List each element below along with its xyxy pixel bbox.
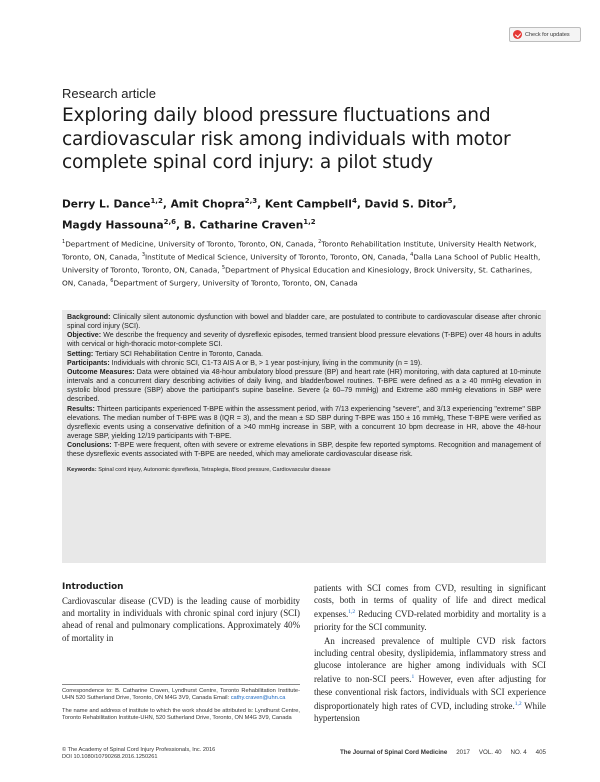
author-name: David S. Ditor bbox=[364, 198, 448, 211]
abstract-background: Background: Clinically silent autonomic dysfunction with bowel and bladder care, are postulated to contribute to cardiovascular disease after chronic spinal cord injury (SCI). bbox=[67, 314, 541, 331]
left-column bbox=[62, 582, 300, 644]
check-updates-label: Check for updates bbox=[525, 31, 570, 38]
abstract-results: Results: Thirteen participants experienced T-BPE within the assessment period, with 7/13 experiencing "severe", and 3/13 experiencing "extreme" SBP elevations. The median number of T-BPE was 8 (IQR = 3), and the mean ± SD SBP during T-BPE was 150 ± 16 mmHg, These T-BPE were verified as dysreflexic events using a conservative definition of a >40 mmHg increase in SBP, with a concurrent 10 bpm decrease in HR, above the 48-hour average SBP, yielding 12/19 participants with T-BPE. bbox=[67, 405, 541, 441]
affiliation: Toronto Rehabilitation Institute, University Health Network, Toronto, ON, Canada, bbox=[62, 239, 537, 262]
check-updates-icon bbox=[513, 30, 522, 39]
check-for-updates-button[interactable] bbox=[509, 27, 581, 42]
issue: NO. 4 bbox=[510, 749, 527, 756]
year: 2017 bbox=[456, 749, 470, 756]
abstract-setting: Setting: Tertiary SCI Rehabilitation Centre in Toronto, Canada. bbox=[67, 350, 263, 358]
abstract-outcome-measures: Outcome Measures: Data were obtained via 48-hour ambulatory blood pressure (BP) and heart rate (HR) monitoring, with data captured at 10-minute intervals and a concurrent diary describing activities of daily living, and bladder/bowel routines. T-BPE were defined as a ≥ 40 mmHg elevation in systolic blood pressure (SBP) above the participant's supine baseline. Severe (≥ 60–79 mmHg) and Extreme ≥80 mmHg elevations in SBP were described. bbox=[67, 368, 542, 404]
reference-link[interactable]: 1,2 bbox=[514, 700, 522, 707]
reference-link[interactable]: 1,2 bbox=[348, 609, 356, 616]
author-name: B. Catharine Craven bbox=[183, 219, 304, 232]
affiliations: $^1$Department of Medicine, University of Toronto, Toronto, ON, Canada, $^2$Toronto Rehabilitation Institute, University Health Network, Toronto, ON, Canada, $^3$Institute of Medical Science, University of Toronto, Toronto, ON, Canada, $^4$Dalla Lana School of Public Health, University of Toronto, Toronto, ON, Canada, $^5$Department of Physical Education and Kinesiology, Brock University, St. Catharines, ON, Canada, $^6$Department of Surgery, University of Toronto, Toronto, ON, Canada bbox=[62, 239, 541, 288]
author-affiliation-ref: 5 bbox=[447, 197, 453, 205]
affiliation: Dalla Lana School of Public Health, University of Toronto, Toronto, ON, Canada, bbox=[62, 252, 541, 275]
affiliation: Department of Physical Education and Kinesiology, Brock University, St. Catharines, ON, Canada, bbox=[62, 265, 533, 288]
author-name: Magdy Hassouna bbox=[62, 219, 164, 232]
divider bbox=[62, 684, 300, 685]
keywords: Keywords: Spinal cord injury, Autonomic dysreflexia, Tetraplegia, Blood pressure, Cardiovascular disease bbox=[67, 466, 331, 473]
author-affiliation-ref: 2,6 bbox=[163, 217, 176, 226]
body-paragraph: An increased prevalence of multiple CVD risk factors including central obesity, dyslipidemia, inflammatory stress and glucose intolerance are higher among individuals with SCI relative to non-SCI peers.$^1$ However, even after adjusting for these conventional risk factors, individuals with SCI experience disproportionately high rates of CVD, including stroke.$^{1,2}$ While hypertension bbox=[314, 635, 546, 723]
body-paragraph: Cardiovascular disease (CVD) is the leading cause of morbidity and mortality in individuals with chronic spinal cord injury (SCI) ahead of renal and pulmonary complications. Approximately 40% of mortality in bbox=[62, 596, 300, 643]
author-name: Amit Chopra bbox=[170, 198, 245, 211]
author-name: Kent Campbell bbox=[264, 198, 352, 211]
affiliation: Department of Medicine, University of Toronto, Toronto, ON, Canada, bbox=[65, 239, 316, 249]
copyright: © The Academy of Spinal Cord Injury Professionals, Inc. 2016 bbox=[62, 747, 216, 753]
author-affiliation-ref: 1,2 bbox=[150, 197, 163, 205]
doi: DOI 10.1080/10790268.2016.1250261 bbox=[62, 754, 158, 761]
journal-name: The Journal of Spinal Cord Medicine bbox=[340, 749, 448, 756]
article-title: Exploring daily blood pressure fluctuations and cardiovascular risk among individuals with motor complete spinal cord injury: a pilot study bbox=[62, 105, 511, 173]
abstract bbox=[62, 310, 546, 563]
section-heading: Introduction bbox=[62, 582, 124, 592]
reference-link[interactable]: 1 bbox=[411, 674, 415, 681]
right-column bbox=[314, 582, 546, 726]
abstract-objective: Objective: We describe the frequency and severity of dysreflexic episodes, termed transient blood pressure elevations (T-BPE) over 48 hours in adults with cervical or high-thoracic motor-complete SCI. bbox=[67, 332, 541, 349]
author-list: Derry L. Dance$^{1,2}$, Amit Chopra$^{2,3}$, Kent Campbell$^4$, David S. Ditor$^5$, Magdy Hassouna$^{2,6}$, B. Catharine Craven$^{1,2}$ bbox=[62, 197, 457, 232]
author-affiliation-ref: 2,3 bbox=[244, 197, 258, 205]
email-link[interactable]: cathy.craven@uhn.ca bbox=[230, 695, 286, 702]
author-name: Derry L. Dance bbox=[62, 198, 151, 211]
footer-journal-info bbox=[340, 749, 546, 756]
page-number: 405 bbox=[535, 749, 546, 756]
article-type: Research article bbox=[62, 86, 156, 101]
author-affiliation-ref: 4 bbox=[351, 197, 357, 205]
correspondence: Correspondence to: B. Catharine Craven, Lyndhurst Centre, Toronto Rehabilitation Institute-UHN 520 Sutherland Drive, Toronto, ON M4G 3V9, Canada Email: cathy.craven@uhn.ca bbox=[62, 688, 300, 702]
abstract-participants: Participants: Individuals with chronic SCI, C1-T3 AIS A or B, > 1 year post-injury, living in the community (n = 19). bbox=[67, 359, 423, 367]
abstract-conclusions: Conclusions: T-BPE were frequent, often with severe or extreme elevations in SBP, despite few reported symptoms. Recognition and management of these dysreflexic events associated with T-BPE are needed, which may ameliorate cardiovascular disease risk. bbox=[67, 442, 541, 459]
body-paragraph: patients with SCI comes from CVD, resulting in significant costs, both in terms of quality of life and direct medical expenses.$^{1,2}$ Reducing CVD-related morbidity and mortality is a priority for the SCI community. bbox=[314, 583, 546, 632]
volume: VOL. 40 bbox=[478, 749, 502, 756]
author-affiliation-ref: 1,2 bbox=[303, 217, 316, 226]
affiliation: Institute of Medical Science, University of Toronto, Toronto, ON, Canada, bbox=[145, 252, 408, 262]
correspondence-notes bbox=[62, 684, 300, 728]
affiliation: Department of Surgery, University of Toronto, Toronto, ON, Canada bbox=[113, 278, 358, 288]
attribution: The name and address of institute to which the work should be attributed is: Lyndhurst Centre, Toronto Rehabilitation Institute-UHN, 520 Sutherland Drive, Toronto, ON M4G 3V9, Canada bbox=[62, 707, 300, 722]
footer-copyright bbox=[62, 747, 302, 762]
